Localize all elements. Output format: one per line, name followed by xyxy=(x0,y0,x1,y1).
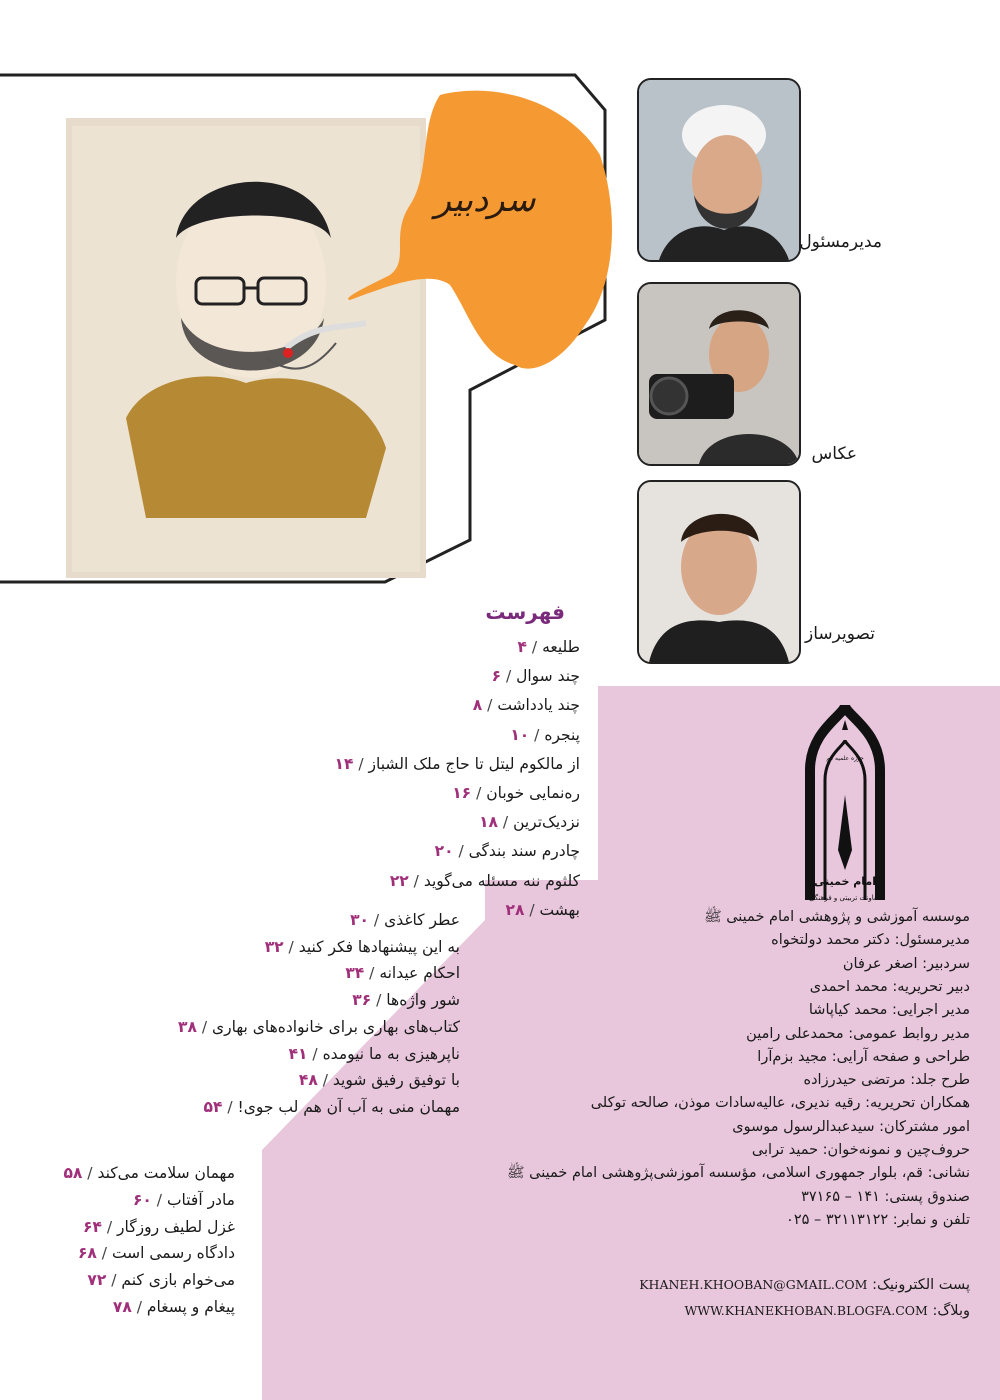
seminary-logo xyxy=(800,700,890,910)
toc-separator: / xyxy=(131,1298,147,1316)
toc-separator: / xyxy=(501,667,517,686)
toc-separator: / xyxy=(82,1164,98,1182)
toc-item[interactable] xyxy=(87,1270,235,1290)
toc-item[interactable] xyxy=(510,725,580,745)
toc-item-label: چند یادداشت xyxy=(497,696,580,715)
toc-item-label: مادر آفتاب xyxy=(166,1190,235,1209)
portrait-photographer xyxy=(637,282,801,466)
toc-separator: / xyxy=(497,813,514,832)
credit-line: تلفن و نمابر: ۳۲۱۱۳۱۲۲ – ۰۲۵ xyxy=(786,1211,970,1228)
toc-item-page: ۳۴ xyxy=(345,964,365,983)
email-line xyxy=(639,1276,970,1294)
toc-item[interactable] xyxy=(479,812,580,832)
portrait-role-label: تصویرساز xyxy=(804,624,875,644)
toc-separator: / xyxy=(482,696,498,715)
toc-item[interactable] xyxy=(299,1070,460,1090)
toc-item[interactable] xyxy=(390,871,580,891)
portrait-illustrator xyxy=(637,480,801,664)
toc-item-label: چند سوال xyxy=(516,667,580,686)
toc-separator: / xyxy=(408,871,424,890)
toc-item[interactable] xyxy=(452,783,580,803)
toc-item-label: به این پیشنهادها فکر کنید xyxy=(298,937,460,956)
toc-separator: / xyxy=(317,1071,333,1090)
credit-line: صندوق پستی: ۱۴۱ – ۳۷۱۶۵ xyxy=(801,1188,970,1205)
toc-item-page: ۲۲ xyxy=(389,871,409,890)
toc-item-page: ۷۲ xyxy=(87,1271,107,1290)
toc-item-page: ۶۴ xyxy=(83,1217,102,1236)
toc-separator: / xyxy=(222,1097,238,1116)
toc-item-label: عطر کاغذی xyxy=(384,911,460,929)
toc-item[interactable] xyxy=(352,990,460,1010)
toc-item[interactable] xyxy=(204,1097,460,1117)
toc-separator: / xyxy=(453,842,469,861)
toc-item-label: احکام عیدانه xyxy=(379,964,460,983)
credit-line: موسسه آموزشی و پژوهشی امام خمینی ﷺ xyxy=(704,909,970,925)
portrait-role-label: عکاس xyxy=(811,444,857,464)
toc-separator: / xyxy=(353,754,369,773)
toc-separator: / xyxy=(364,964,380,983)
toc-separator: / xyxy=(196,1017,212,1036)
toc-separator: / xyxy=(524,900,540,919)
credit-line: مدیر اجرایی: محمد کیاپاشا xyxy=(808,1002,970,1019)
toc-item-page: ۴۱ xyxy=(288,1044,308,1063)
toc-separator: / xyxy=(283,937,299,956)
speech-bubble xyxy=(330,85,615,375)
toc-item-label: دادگاه رسمی است xyxy=(111,1244,235,1263)
toc-item-label: بهشت xyxy=(539,900,580,919)
toc-item[interactable] xyxy=(518,637,580,657)
toc-title: فهرست xyxy=(485,600,565,624)
toc-item[interactable] xyxy=(63,1163,235,1183)
portrait-editor-in-charge xyxy=(637,78,801,262)
credit-line: مدیرمسئول: دکتر محمد دولتخواه xyxy=(771,932,970,949)
toc-item[interactable] xyxy=(345,963,460,983)
credit-line: امور مشترکان: سیدعبدالرسول موسوی xyxy=(732,1118,970,1135)
toc-item[interactable] xyxy=(473,695,580,715)
toc-item-page: ۲۸ xyxy=(505,900,525,919)
toc-item[interactable] xyxy=(435,841,580,861)
toc-separator: / xyxy=(96,1244,112,1263)
toc-item-label: طلیعه xyxy=(542,638,580,656)
toc-item[interactable] xyxy=(505,900,580,920)
toc-item-label: ناپرهیزی به ما نیومده xyxy=(322,1044,460,1063)
toc-separator: / xyxy=(106,1271,122,1290)
toc-item[interactable] xyxy=(83,1217,235,1237)
toc-item[interactable] xyxy=(113,1297,235,1317)
toc-item-page: ۵۸ xyxy=(63,1164,83,1182)
logo-text: معاونت تربیتی و فرهنگی xyxy=(808,894,882,902)
credit-line: همکاران تحریریه: رقیه ندیری، عالیه‌سادات موذن، صالحه توکلی xyxy=(590,1095,970,1112)
toc-item-page: ۳۲ xyxy=(264,937,284,956)
toc-item-page: ۶۸ xyxy=(77,1244,97,1263)
toc-item[interactable] xyxy=(350,910,460,930)
logo-text: حوزه علمیه قم xyxy=(826,755,864,762)
toc-item-label: شور واژه‌ها xyxy=(386,991,460,1010)
toc-item-page: ۱۶ xyxy=(452,784,472,802)
credit-line: طراحی و صفحه آرایی: مجید بزم‌آرا xyxy=(757,1048,970,1065)
toc-separator: / xyxy=(471,784,487,802)
toc-item-label: کلثوم ننه مسئله می‌گوید xyxy=(423,871,580,890)
bubble-title: سردبیر xyxy=(434,180,536,220)
toc-item-page: ۴۸ xyxy=(298,1071,318,1090)
toc-item-page: ۶۰ xyxy=(132,1190,152,1209)
email-address[interactable]: KHANEH.KHOOBAN@GMAIL.COM xyxy=(639,1277,868,1292)
toc-item-label: پیغام و پسغام xyxy=(146,1298,235,1316)
toc-item-label: ره‌نمایی خوبان xyxy=(486,784,580,802)
toc-item-label: چادرم سند بندگی xyxy=(468,842,580,861)
toc-item-page: ۳۸ xyxy=(178,1017,197,1036)
toc-separator: / xyxy=(526,638,543,656)
toc-item-page: ۱۰ xyxy=(510,725,530,744)
toc-item[interactable] xyxy=(492,666,580,686)
toc-item-page: ۷۸ xyxy=(112,1298,132,1316)
logo-text: امام خمینی xyxy=(813,875,877,888)
toc-item[interactable] xyxy=(78,1243,235,1263)
portrait-role-label: مدیرمسئول xyxy=(799,232,882,252)
credit-line: دبیر تحریریه: محمد احمدی xyxy=(809,978,970,995)
blog-label: وبلاگ: xyxy=(932,1303,970,1319)
toc-item-page: ۳۰ xyxy=(350,911,369,929)
toc-item-label: از مالکوم لیتل تا حاج ملک الشباز xyxy=(368,754,580,773)
toc-separator: / xyxy=(369,911,385,929)
credit-line: طرح جلد: مرتضی حیدرزاده xyxy=(803,1072,970,1089)
toc-item-label: پنجره xyxy=(544,725,580,744)
credit-line: نشانی: قم، بلوار جمهوری اسلامی، مؤسسه آموزشی‌پژوهشی امام خمینی ﷺ xyxy=(507,1165,970,1182)
toc-separator: / xyxy=(151,1190,167,1209)
toc-separator: / xyxy=(529,725,545,744)
blog-url[interactable]: WWW.KHANEKHOBAN.BLOGFA.COM xyxy=(684,1303,928,1318)
toc-item-page: ۳۶ xyxy=(352,991,372,1010)
toc-separator: / xyxy=(371,991,387,1010)
toc-item-page: ۴ xyxy=(517,638,527,656)
toc-item-page: ۱۸ xyxy=(479,813,498,832)
toc-item[interactable] xyxy=(289,1044,460,1064)
toc-item-page: ۱۴ xyxy=(334,754,354,773)
toc-item-page: ۶ xyxy=(491,667,502,686)
toc-item[interactable] xyxy=(133,1190,235,1210)
toc-separator: / xyxy=(101,1217,118,1236)
toc-item-label: کتاب‌های بهاری برای خانواده‌های بهاری xyxy=(212,1017,460,1036)
toc-item[interactable] xyxy=(335,754,580,774)
credit-line: سردبیر: اصغر عرفان xyxy=(842,955,970,972)
toc-item-page: ۵۴ xyxy=(203,1097,223,1116)
email-label: پست الکترونیک: xyxy=(872,1277,970,1293)
toc-item-label: می‌خوام بازی کنم xyxy=(121,1271,235,1290)
toc-item-page: ۲۰ xyxy=(434,842,454,861)
toc-item-page: ۸ xyxy=(472,696,483,715)
toc-item-label: مهمان منی به آب آن هم لب جوی! xyxy=(237,1097,460,1116)
toc-item-label: نزدیک‌ترین xyxy=(513,813,580,832)
credit-line: حروف‌چین و نمونه‌خوان: حمید ترابی xyxy=(751,1142,970,1158)
toc-item-label: مهمان سلامت می‌کند xyxy=(97,1164,235,1182)
credit-line: مدیر روابط عمومی: محمدعلی رامین xyxy=(746,1025,970,1042)
blog-line xyxy=(684,1302,970,1320)
toc-separator: / xyxy=(307,1044,323,1063)
toc-item-label: با توفیق رفیق شوید xyxy=(332,1071,460,1090)
toc-item-label: غزل لطیف روزگار xyxy=(117,1217,235,1236)
toc-item[interactable] xyxy=(265,937,460,957)
toc-item[interactable] xyxy=(178,1017,460,1037)
